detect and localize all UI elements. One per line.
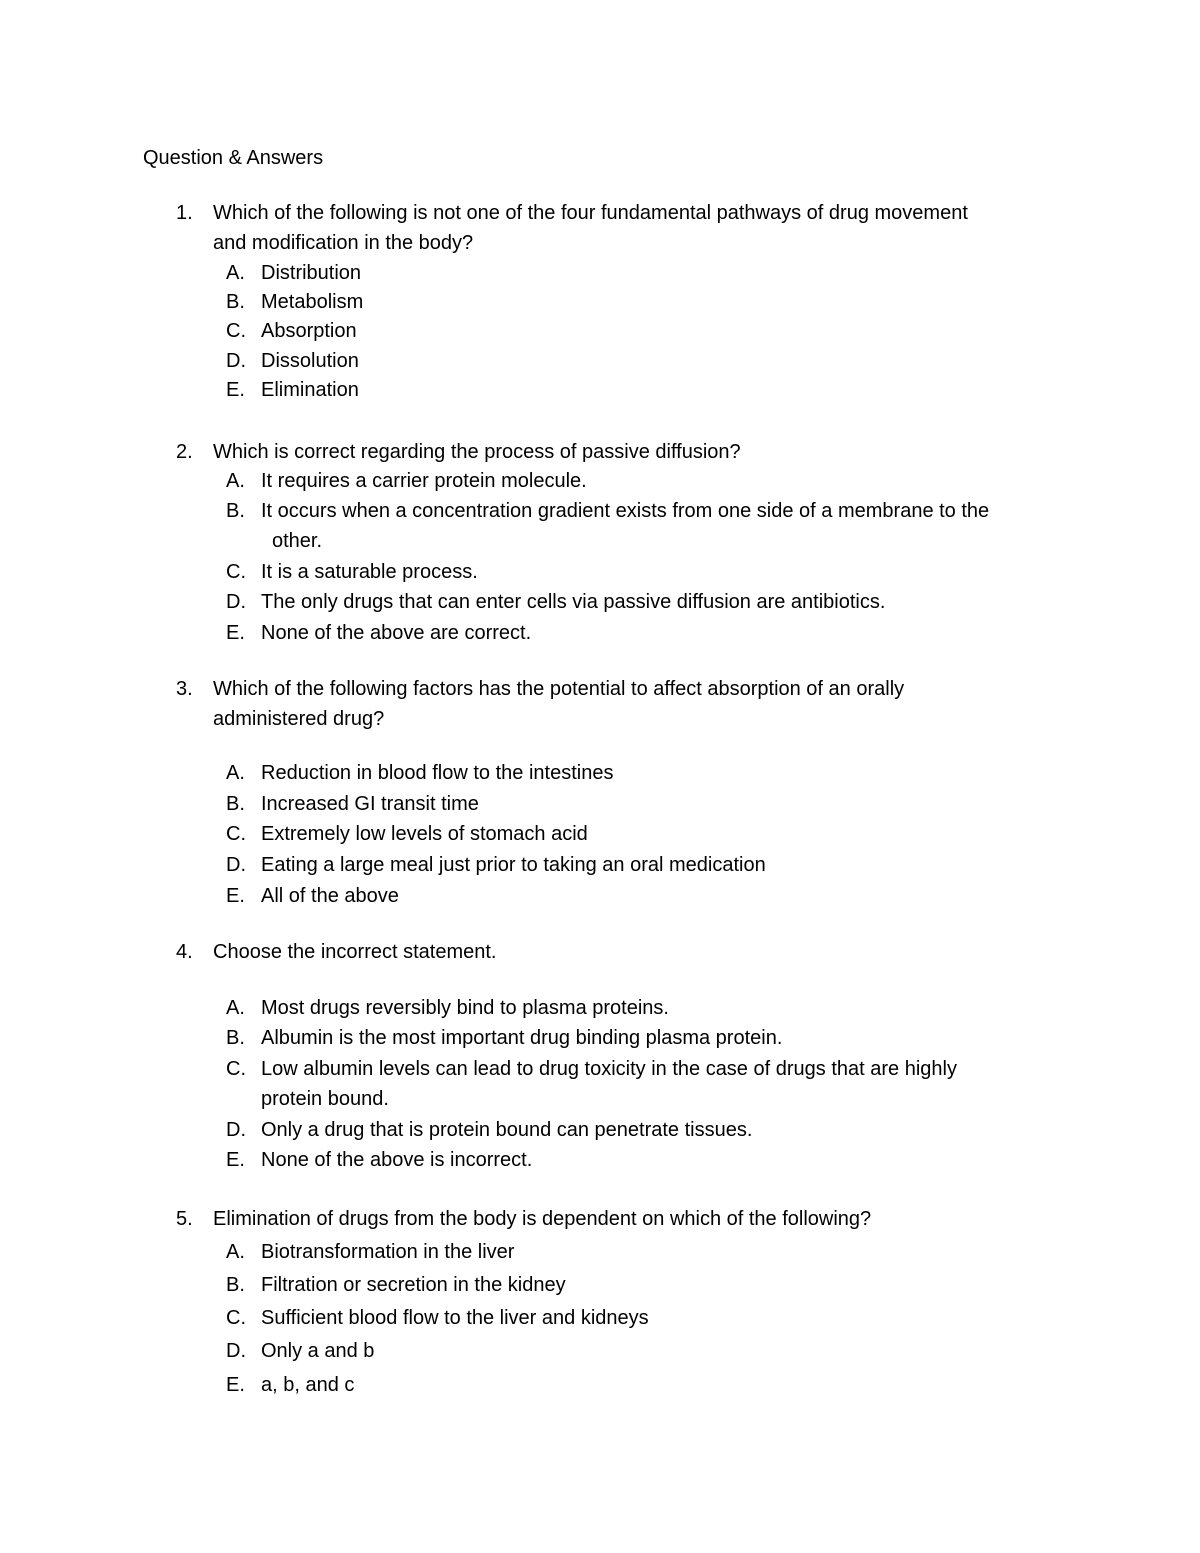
option-letter: D. (226, 854, 246, 876)
option-text: Reduction in blood flow to the intestines (261, 762, 614, 784)
option-text: It requires a carrier protein molecule. (261, 470, 587, 492)
option-letter: E. (226, 1374, 245, 1396)
option-text: Absorption (261, 320, 357, 342)
question-1-text-line1: Which of the following is not one of the four fundamental pathways of drug movement (213, 202, 968, 224)
option-letter: C. (226, 561, 246, 583)
option-letter: D. (226, 350, 246, 372)
question-2-option-b-continuation: other. (272, 530, 323, 552)
question-3-text-line1: Which of the following factors has the potential to affect absorption of an orally (213, 678, 905, 700)
question-1-number: 1. (176, 202, 193, 224)
option-letter: A. (226, 470, 245, 492)
option-text: Increased GI transit time (261, 793, 479, 815)
question-2-text: Which is correct regarding the process of passive diffusion? (213, 441, 741, 463)
option-text: Most drugs reversibly bind to plasma proteins. (261, 997, 669, 1019)
option-letter: D. (226, 1119, 246, 1141)
question-4-number: 4. (176, 941, 193, 963)
option-letter: E. (226, 379, 245, 401)
option-text: Sufficient blood flow to the liver and kidneys (261, 1307, 649, 1329)
option-text: Only a drug that is protein bound can penetrate tissues. (261, 1119, 753, 1141)
question-5-text: Elimination of drugs from the body is dependent on which of the following? (213, 1208, 872, 1230)
option-text: Distribution (261, 262, 362, 284)
option-letter: B. (226, 1027, 245, 1049)
option-letter: E. (226, 622, 245, 644)
question-4-text: Choose the incorrect statement. (213, 941, 497, 963)
question-4-option-c-continuation: protein bound. (261, 1088, 389, 1110)
option-letter: D. (226, 1340, 246, 1362)
option-letter: C. (226, 320, 246, 342)
option-letter: B. (226, 291, 245, 313)
option-letter: C. (226, 823, 246, 845)
option-letter: A. (226, 762, 245, 784)
option-text: Albumin is the most important drug binding plasma protein. (261, 1027, 783, 1049)
question-2-number: 2. (176, 441, 193, 463)
option-text: Low albumin levels can lead to drug toxicity in the case of drugs that are highly (261, 1058, 957, 1080)
option-letter: E. (226, 885, 245, 907)
option-text: Elimination (261, 379, 359, 401)
option-letter: A. (226, 997, 245, 1019)
option-text: It occurs when a concentration gradient exists from one side of a membrane to the (261, 500, 990, 522)
option-letter: E. (226, 1149, 245, 1171)
question-3-number: 3. (176, 678, 193, 700)
option-text: a, b, and c (261, 1374, 355, 1396)
option-text: Biotransformation in the liver (261, 1241, 515, 1263)
option-text: The only drugs that can enter cells via passive diffusion are antibiotics. (261, 591, 886, 613)
option-letter: C. (226, 1058, 246, 1080)
option-text: All of the above (261, 885, 399, 907)
option-text: Dissolution (261, 350, 359, 372)
option-text: Only a and b (261, 1340, 375, 1362)
option-letter: B. (226, 793, 245, 815)
option-letter: B. (226, 500, 245, 522)
question-3-text-line2: administered drug? (213, 708, 385, 730)
question-1-text-line2: and modification in the body? (213, 232, 474, 254)
option-text: None of the above is incorrect. (261, 1149, 533, 1171)
option-text: Extremely low levels of stomach acid (261, 823, 588, 845)
option-text: None of the above are correct. (261, 622, 532, 644)
page-title: Question & Answers (143, 147, 324, 169)
option-letter: C. (226, 1307, 246, 1329)
option-text: Metabolism (261, 291, 364, 313)
option-text: It is a saturable process. (261, 561, 478, 583)
option-letter: A. (226, 262, 245, 284)
option-letter: B. (226, 1274, 245, 1296)
option-letter: A. (226, 1241, 245, 1263)
option-text: Eating a large meal just prior to taking an oral medication (261, 854, 766, 876)
option-text: Filtration or secretion in the kidney (261, 1274, 566, 1296)
option-letter: D. (226, 591, 246, 613)
question-5-number: 5. (176, 1208, 193, 1230)
